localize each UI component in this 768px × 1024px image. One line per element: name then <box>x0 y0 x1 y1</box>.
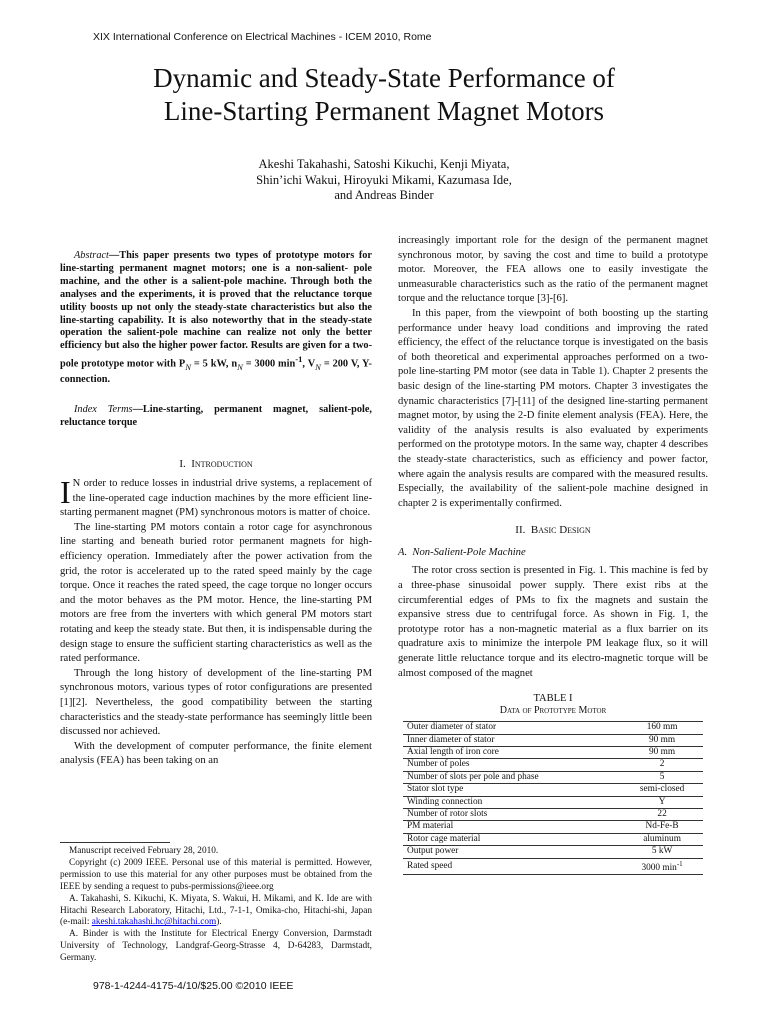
table-param: Number of poles <box>403 759 621 771</box>
table-param: Axial length of iron core <box>403 747 621 759</box>
table-param: Winding connection <box>403 796 621 808</box>
vn-value: = 200 V, Y-connection. <box>60 358 372 385</box>
table-caption <box>398 693 708 717</box>
table-row <box>403 846 703 858</box>
subsection-a-label: A. <box>398 546 408 558</box>
table-row <box>403 833 703 845</box>
title-line-2: Line-Starting Permanent Magnet Motors <box>163 96 605 126</box>
table-value: 2 <box>621 759 703 771</box>
intro-paragraph-3: Through the long history of development of the line-starting PM synchronous motors, various types of rotor configurations are presented [1][2]. Nevertheless, the good compatibility between the starting characteristics and the steady-state performance has seemingly little been discussed nor achieved. <box>60 667 372 738</box>
isbn-footer: 978-1-4244-4175-4/10/$25.00 ©2010 IEEE <box>93 980 294 992</box>
table-value: 22 <box>621 809 703 821</box>
vn-prefix: , V <box>302 358 316 370</box>
table-param: Rotor cage material <box>403 833 621 845</box>
table-row <box>403 771 703 783</box>
table-param: Inner diameter of stator <box>403 734 621 746</box>
table-value: semi-closed <box>621 784 703 796</box>
footnote-affiliation-2: A. Binder is with the Institute for Electrical Energy Conversion, Darmstadt University of Technology, Landgraf-Georg-Strasse 4, D-64283, Darmstadt, Germany. <box>60 929 372 964</box>
table-row <box>403 759 703 771</box>
table-value: 160 mm <box>621 722 703 734</box>
affiliation-1-text: A. Takahashi, S. Kikuchi, K. Miyata, S. Wakui, H. Mikami, and K. Ide are with Hitachi Research Laboratory, Hitachi, Ltd., 7-1-1, Omika-cho, Hitachi-shi, Japan (e-mail: <box>60 893 372 928</box>
index-terms-text: —Line-starting, permanent magnet, salient-pole, reluctance torque <box>60 404 372 428</box>
table-param: Output power <box>403 846 621 858</box>
author-list <box>60 157 708 204</box>
nn-subscript: N <box>237 361 243 372</box>
abstract-label: Abstract <box>74 250 109 261</box>
rated-speed-superscript: -1 <box>676 859 683 868</box>
section-2-title: Basic Design <box>530 524 591 537</box>
intro-paragraph-4: With the development of computer performance, the finite element analysis (FEA) has been taking on an <box>60 740 372 767</box>
section-2-number: II. <box>515 524 526 537</box>
table-param: PM material <box>403 821 621 833</box>
intro-paragraph-2: The line-starting PM motors contain a rotor cage for asynchronous line starting and beneath buried rotor permanent magnets for high-efficiency operation. Immediately after the power activation from the grid, the rotor is accelerated up to the rated speed mainly by the cage torque. Once it reaches the rated speed, the cage torque no longer occurs and the motor behaves as the PM motor. Hence, the line-starting PM motors are free from the inverters with which general PM motors start rotating and keep the steady state. But then, it is indispensable during the design stage to ensure the sufficient starting characteristics as well as the rated performance. <box>60 521 372 665</box>
table-value <box>621 858 703 875</box>
authors-line-2: Shin’ichi Wakui, Hiroyuki Mikami, Kazumasa Ide, <box>256 172 512 187</box>
abstract-text: —This paper presents two types of prototype motors for line-starting permanent magnet motors; one is a non-salient- pole machine, and the other is a salient-pole machine. Through both the analyses and the experiments, it is proved that the reluctance torque utility boosts up not only the steady-state characteristics but also the line-starting capability. It is also noteworthy that in the steady-state operation the salient-pole machine can realize not only the better efficiency but also the higher power factor. Results are given for a two-pole prototype motor with P <box>60 250 372 370</box>
right-column <box>398 234 708 875</box>
table-row <box>403 747 703 759</box>
abstract <box>60 250 372 387</box>
table-param: Number of slots per pole and phase <box>403 771 621 783</box>
subsection-a-title: Non-Salient-Pole Machine <box>412 546 526 558</box>
footnote-copyright: Copyright (c) 2009 IEEE. Personal use of this material is permitted. However, permission to use this material for any other purposes must be obtained from the IEEE by sending a request to pubs-permissions@ieee.org <box>60 857 372 892</box>
rated-speed-value: 3000 min <box>641 862 677 873</box>
table-row <box>403 734 703 746</box>
footnotes <box>60 846 372 965</box>
table-param: Stator slot type <box>403 784 621 796</box>
table-row <box>403 796 703 808</box>
section-1-title: Introduction <box>191 458 253 470</box>
table-value: 90 mm <box>621 747 703 759</box>
table-value: 90 mm <box>621 734 703 746</box>
table-row <box>403 784 703 796</box>
vn-subscript: N <box>315 361 321 372</box>
intro-paragraph-4-continued: increasingly important role for the design of the permanent magnet synchronous motor, by saving the cost and time to build a prototype motor. Moreover, the FEA allows one to easily investigate the unmeasurable characteristics such as the ratio of the permanent magnet torque and the reluctance torque [3]-[6]. <box>398 235 708 305</box>
section-2-heading <box>398 523 708 538</box>
pn-subscript: N <box>185 361 191 372</box>
table-value: 5 kW <box>621 846 703 858</box>
drop-cap: I <box>60 474 71 510</box>
introduction-body <box>60 474 372 769</box>
table-number: TABLE I <box>533 693 573 705</box>
table-value: 5 <box>621 771 703 783</box>
table-title: Data of Prototype Motor <box>499 705 607 717</box>
authors-line-1: Akeshi Takahashi, Satoshi Kikuchi, Kenji Miyata, <box>258 157 510 171</box>
table-row <box>403 809 703 821</box>
subsection-a-heading <box>398 546 708 561</box>
intro-paragraph-1 <box>60 474 372 521</box>
footnote-divider <box>60 842 170 843</box>
conference-header: XIX International Conference on Electrical Machines - ICEM 2010, Rome <box>93 31 432 43</box>
paper-title <box>60 62 708 128</box>
section-1-heading <box>60 458 372 470</box>
intro-p1-text: N order to reduce losses in industrial drive systems, a replacement of the line-operated cage induction machines by the more efficient line-starting permanent magnet (PM) synchronous motors is matter of choice. <box>60 478 372 519</box>
table-param: Number of rotor slots <box>403 809 621 821</box>
footnote-affiliation-1 <box>60 894 372 930</box>
email-link[interactable]: akeshi.takahashi.hc@hitachi.com <box>91 917 217 928</box>
nn-value: = 3000 min <box>242 358 296 370</box>
table-value: Nd-Fe-B <box>621 821 703 833</box>
index-terms <box>60 404 372 430</box>
section-1-number: I. <box>179 458 186 470</box>
table-row <box>403 858 703 875</box>
prototype-motor-table <box>403 721 703 875</box>
intro-paragraph-5: In this paper, from the viewpoint of both boosting up the starting performance under heavy load conditions and improving the rated efficiency, the effect of the reluctance torque is investigated on the basis of both theoretical and experimental approaches performed on a two-pole line-starting PM motor (see data in Table 1). Chapter 2 presents the basic design of the line-starting PM motors. Chapter 3 investigates the dynamic characteristics [7]-[11] of the designed line-starting permanent magnet motor, by using the 2-D finite element analysis (FEA). Here, the validity of the analysis results is also evaluated by experiments performed on the prototype motors. In the same way, chapter 4 describes the steady-state characteristics, such as efficiency and power factor, where again the analysis results are compared with the measured results. Especially, the availability of the salient-pole machine designed in chapter 2 is experimentally confirmed. <box>398 307 708 509</box>
table-param: Rated speed <box>403 858 621 875</box>
title-line-1: Dynamic and Steady-State Performance of <box>153 63 615 93</box>
table-value: aluminum <box>621 833 703 845</box>
index-terms-label: Index Terms <box>74 404 133 415</box>
authors-line-3: and Andreas Binder <box>334 188 434 202</box>
table-row <box>403 722 703 734</box>
section-2-paragraph-1: The rotor cross section is presented in Fig. 1. This machine is fed by a three-phase sinusoidal power supply. There exist ribs at the circumferential edges of PMs to fix the magnets and sustain the expansive stress due to centrifugal force. As shown in Fig. 1, the prototype rotor has a non-magnetic material as a flux barrier on its quadrature axis to minimize the interpole PM leakage flux, so it will generate little reluctance torque and its electro-magnetic torque will be almost composed of the magnet <box>398 565 708 679</box>
nn-superscript: -1 <box>295 354 303 365</box>
pn-value: = 5 kW, n <box>190 358 238 370</box>
table-row <box>403 821 703 833</box>
table-param: Outer diameter of stator <box>403 722 621 734</box>
footnote-received: Manuscript received February 28, 2010. <box>69 846 219 856</box>
table-value: Y <box>621 796 703 808</box>
affiliation-1-end: ). <box>216 917 222 928</box>
